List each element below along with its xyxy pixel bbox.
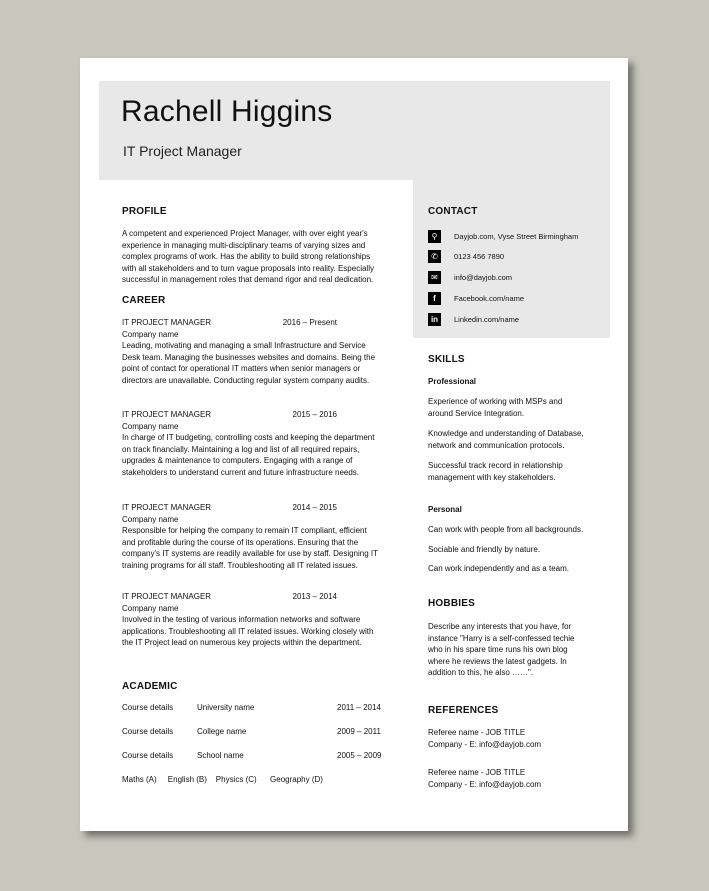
skill-line: Knowledge and understanding of Database, [428,429,584,438]
career-heading: CAREER [122,295,166,306]
job-company: Company name [122,514,179,524]
linkedin-icon: in [428,313,441,326]
resume-page [80,58,628,831]
hobbies-line: instance "Harry is a self-confessed techie [428,633,575,643]
institution-name: School name [197,751,244,760]
facebook-icon: f [428,292,441,305]
skill-item [428,396,603,419]
profile-heading: PROFILE [122,206,167,217]
job-line: company's IT systems are readily available for use by staff. Designing IT [122,549,379,559]
job-dates: 2016 – Present [282,318,337,327]
profile-line: complex programs of work. Has the ability to build strong relationships [122,252,371,262]
skill-line: Successful track record in relationship [428,461,563,470]
resume-header [99,81,610,180]
hobbies-text [428,621,603,679]
references-heading: REFERENCES [428,705,499,716]
profile-line: with all stakeholders and to turn vague proposals into reality. Especially [122,263,374,273]
contact-text[interactable]: info@dayjob.com [454,272,513,282]
contact-item-facebook[interactable] [428,291,524,305]
academic-dates: 2005 – 2009 [337,751,382,760]
job-title: IT PROJECT MANAGER [122,318,212,327]
referee-contact: Company - E: info@dayjob.com [428,739,542,749]
course-details: Course details [122,751,174,760]
job-line: upgrades & maintenance to computers. Engaging with a range of [122,456,353,466]
hobbies-line: who in his spare time runs his own blog [428,645,568,655]
job-line: Desk team. Managing the businesses websites and domains. Being the [122,352,376,362]
contact-heading: CONTACT [428,206,478,217]
reference-item [428,727,603,750]
job-line: applications. Troubleshooting all IT related issues. Working closely with [122,626,374,636]
contact-text[interactable]: Linkedin.com/name [454,314,520,324]
institution-name: University name [197,703,255,712]
hobbies-line: Describe any interests that you have, for [428,622,572,631]
skill-item: Can work independently and as a team. [428,564,569,573]
skill-line: around Service Integration. [428,408,525,418]
job-line: point of contact for operational IT matters when senior managers or [122,364,361,374]
job-company: Company name [122,603,179,613]
contact-text: 0123 456 7890 [454,251,505,261]
academic-dates: 2009 – 2011 [337,727,381,736]
job-company: Company name [122,421,179,431]
skill-item [428,428,603,451]
skill-item [428,460,603,483]
hobbies-line: where he reviews the latest gadgets. In [428,656,567,666]
job-entry [122,409,392,479]
job-company: Company name [122,329,179,339]
skill-line: Experience of working with MSPs and [428,397,563,406]
contact-item-linkedin[interactable] [428,312,519,326]
job-dates: 2013 – 2014 [292,592,337,601]
skill-item: Sociable and friendly by nature. [428,545,541,554]
contact-text[interactable]: Facebook.com/name [454,293,525,303]
reference-item [428,767,603,790]
profile-line: successful in management roles that demand rigor and real dedication. [122,275,374,285]
academic-heading: ACADEMIC [122,681,178,692]
job-line: and profitable during the course of its operations. Ensuring that the [122,537,359,547]
job-line: directors are unavailable. Conducting regular system company audits. [122,375,370,385]
profile-line: A competent and experienced Project Manager, with over eight year's [122,229,368,238]
hobbies-line: addition to this, he also ……". [428,668,534,678]
job-line: In charge of IT budgeting, controlling costs and keeping the department [122,433,375,443]
location-pin-icon: ⚲ [428,230,441,243]
academic-row [122,703,384,715]
skill-line: management with key stakeholders. [428,472,556,482]
academic-row [122,727,384,739]
contact-item-phone [428,249,504,263]
contact-item-email[interactable] [428,270,512,284]
job-line: Leading, motivating and managing a small Infrastructure and Service [122,341,366,351]
job-dates: 2014 – 2015 [292,503,337,512]
skills-heading: SKILLS [428,354,465,365]
course-details: Course details [122,703,174,712]
skill-item: Can work with people from all backgrounds. [428,525,584,534]
email-icon: ✉ [428,271,441,284]
candidate-title: IT Project Manager [123,143,242,159]
phone-icon: ✆ [428,250,441,263]
skill-line: network and communication protocols. [428,440,565,450]
profile-line: experience in managing multi-disciplinary teams of varying sizes and [122,240,366,250]
candidate-name: Rachell Higgins [121,95,333,128]
job-line: the IT Project lead on numerous key projects within the department. [122,638,362,648]
job-entry [122,502,392,572]
contact-text: Dayjob.com, Vyse Street Birmingham [454,231,579,241]
course-details: Course details [122,727,174,736]
job-line: on track financially. Maintaining a log and list of all required repairs, [122,444,360,454]
academic-dates: 2011 – 2014 [337,703,381,712]
job-entry [122,591,392,649]
profile-summary [122,228,392,286]
job-title: IT PROJECT MANAGER [122,592,212,601]
referee-name: Referee name - JOB TITLE [428,768,526,777]
hobbies-heading: HOBBIES [428,598,475,609]
contact-item-address [428,229,578,243]
job-line: Involved in the testing of various information networks and software [122,615,361,625]
professional-skills-heading: Professional [428,377,477,386]
referee-name: Referee name - JOB TITLE [428,728,526,737]
job-title: IT PROJECT MANAGER [122,503,212,512]
job-entry [122,317,392,387]
job-title: IT PROJECT MANAGER [122,410,212,419]
job-line: stakeholders to understand current and future infrastructure needs. [122,467,360,477]
academic-row [122,751,384,763]
job-line: Responsible for helping the company to remain IT compliant, efficient [122,526,367,536]
job-line: training programs for all staff. Troubleshooting all IT related issues. [122,560,358,570]
referee-contact: Company - E: info@dayjob.com [428,779,542,789]
job-dates: 2015 – 2016 [292,410,337,419]
personal-skills-heading: Personal [428,505,462,514]
institution-name: College name [197,727,247,736]
subject-grades: Maths (A) English (B) Physics (C) Geography (D) [122,775,323,784]
